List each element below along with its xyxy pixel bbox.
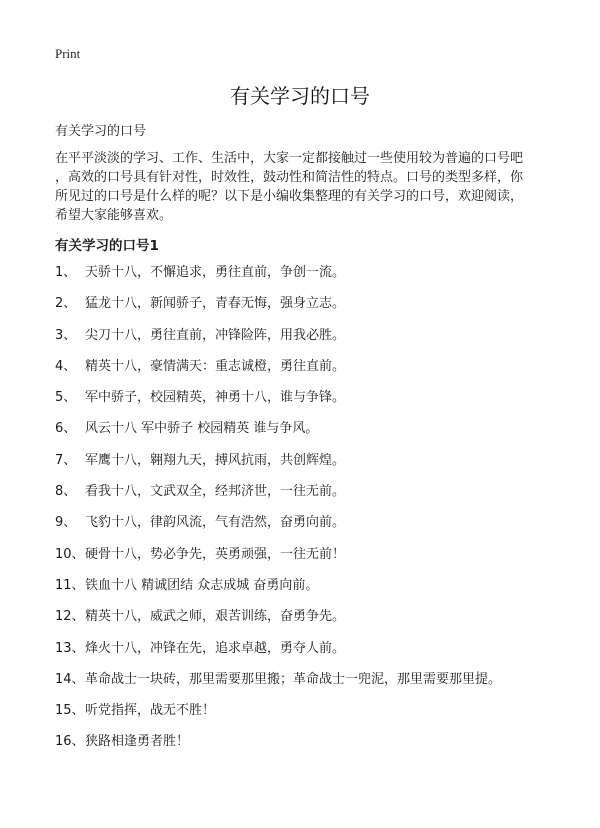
slogan-text: 飞豹十八，律韵风流，气有浩然，奋勇向前。	[85, 515, 346, 531]
slogan-text: 猛龙十八，新闻骄子，青春无悔，强身立志。	[85, 296, 346, 312]
slogan-text: 硬骨十八，势必争先，英勇顽强，一往无前！	[85, 546, 346, 562]
slogan-number: 2、	[55, 296, 77, 312]
slogan-number: 5、	[55, 390, 77, 406]
section-heading: 有关学习的口号1	[55, 238, 159, 254]
slogan-item	[55, 669, 501, 700]
slogan-text: 烽火十八，冲锋在先，追求卓越，勇夺人前。	[85, 640, 346, 656]
subtitle: 有关学习的口号	[55, 124, 147, 139]
slogan-item	[55, 544, 501, 575]
page-title: 有关学习的口号	[230, 84, 370, 108]
slogan-number: 8、	[55, 484, 77, 500]
slogan-number: 9、	[55, 515, 77, 531]
slogan-number: 7、	[55, 452, 77, 468]
slogan-item	[55, 450, 501, 481]
slogan-number: 13、	[55, 640, 85, 656]
slogan-number: 10、	[55, 546, 85, 562]
slogan-text: 铁血十八 精诚团结 众志成城 奋勇向前。	[85, 577, 319, 593]
print-link[interactable]: Print	[55, 46, 81, 61]
slogan-item	[55, 325, 501, 356]
intro-line: 希望大家能够喜欢。	[55, 208, 173, 223]
intro-line: 在平平淡淡的学习、工作、生活中，大家一定都接触过一些使用较为普遍的口号吧	[55, 151, 524, 166]
slogan-item	[55, 606, 501, 637]
slogan-text: 尖刀十八，勇往直前，冲锋险阵，用我必胜。	[85, 327, 346, 343]
slogan-number: 6、	[55, 421, 77, 437]
slogan-text: 精英十八，豪情满天：重志诚橙，勇往直前。	[85, 358, 346, 374]
slogan-number: 16、	[55, 734, 85, 750]
slogan-number: 11、	[55, 577, 85, 593]
slogan-item	[55, 418, 501, 449]
slogan-text: 军鹰十八，翱翔九天，搏风抗雨，共创辉煌。	[85, 452, 346, 468]
intro-line: ，高效的口号具有针对性，时效性，鼓动性和简洁性的特点。口号的类型多样，你	[55, 170, 524, 185]
slogan-number: 12、	[55, 609, 85, 625]
slogan-text: 军中骄子，校园精英，神勇十八，谁与争锋。	[85, 390, 346, 406]
slogan-text: 听党指挥，战无不胜！	[85, 703, 216, 719]
slogan-text: 狭路相逢勇者胜！	[85, 734, 190, 750]
slogan-item	[55, 638, 501, 669]
slogan-item	[55, 731, 501, 762]
slogan-text: 天骄十八，不懈追求，勇往直前，争创一流。	[85, 265, 346, 280]
slogan-number: 1、	[55, 265, 77, 280]
slogan-number: 4、	[55, 358, 77, 374]
intro-line: 所见过的口号是什么样的呢？以下是小编收集整理的有关学习的口号，欢迎阅读，	[55, 189, 524, 204]
slogan-item	[55, 700, 501, 731]
slogan-text: 革命战士一块砖，那里需要那里搬；革命战士一兜泥，那里需要那里提。	[85, 671, 502, 687]
slogan-item	[55, 387, 501, 418]
slogan-number: 15、	[55, 703, 85, 719]
slogan-item	[55, 356, 501, 387]
slogan-number: 3、	[55, 327, 77, 343]
slogan-list	[55, 262, 501, 763]
slogan-item	[55, 575, 501, 606]
slogan-text: 看我十八，文武双全，经邦济世，一往无前。	[85, 484, 346, 500]
slogan-text: 风云十八 军中骄子 校园精英 谁与争风。	[85, 421, 319, 437]
slogan-item	[55, 481, 501, 512]
slogan-item	[55, 293, 501, 324]
slogan-text: 精英十八，威武之师，艰苦训练，奋勇争先。	[85, 609, 346, 625]
intro-paragraph	[55, 149, 555, 225]
slogan-item	[55, 512, 501, 543]
slogan-item	[55, 262, 501, 293]
slogan-number: 14、	[55, 671, 85, 687]
